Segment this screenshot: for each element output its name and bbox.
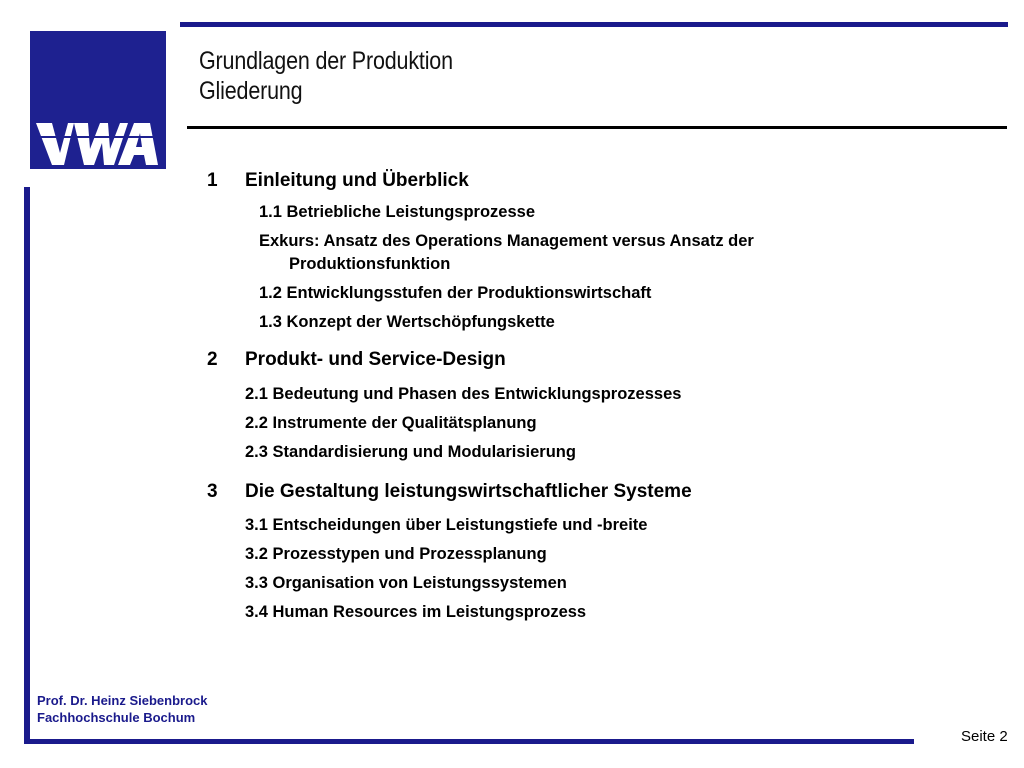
- section-number: 2: [207, 349, 218, 370]
- outline-item: Produktionsfunktion: [289, 255, 451, 273]
- section-title: Produkt- und Service-Design: [245, 349, 506, 370]
- vwa-logo-icon: [30, 31, 166, 169]
- outline-item: Exkurs: Ansatz des Operations Management versus Ansatz der: [259, 232, 754, 250]
- section-number: 3: [207, 481, 218, 502]
- section-number: 1: [207, 170, 218, 191]
- outline-item: 1.2 Entwicklungsstufen der Produktionswirtschaft: [259, 284, 652, 302]
- left-rule: [24, 187, 30, 744]
- section-title: Die Gestaltung leistungswirtschaftlicher Systeme: [245, 481, 692, 502]
- top-rule: [180, 22, 1008, 27]
- title-line-1: Grundlagen der Produktion: [199, 47, 453, 75]
- title-underline: [187, 126, 1007, 129]
- section-1-heading: [207, 170, 469, 192]
- title-line-2: Gliederung: [199, 77, 303, 105]
- section-2-heading: [207, 349, 506, 371]
- outline-item: 3.2 Prozesstypen und Prozessplanung: [245, 545, 547, 563]
- outline-item: 2.1 Bedeutung und Phasen des Entwicklungsprozesses: [245, 385, 682, 403]
- outline-item: 2.2 Instrumente der Qualitätsplanung: [245, 414, 537, 432]
- section-title: Einleitung und Überblick: [245, 170, 469, 191]
- page-title: [199, 46, 453, 106]
- outline-item: 1.3 Konzept der Wertschöpfungskette: [259, 313, 555, 331]
- outline-item: 1.1 Betriebliche Leistungsprozesse: [259, 203, 536, 221]
- outline-item: 2.3 Standardisierung und Modularisierung: [245, 443, 576, 461]
- author-name: Prof. Dr. Heinz Siebenbrock: [37, 693, 208, 708]
- footer-author-block: [37, 692, 208, 726]
- institution-name: Fachhochschule Bochum: [37, 710, 196, 725]
- outline-item: 3.3 Organisation von Leistungssystemen: [245, 574, 567, 592]
- page-number: Seite 2: [961, 728, 1008, 745]
- bottom-rule: [24, 739, 914, 744]
- outline-item: 3.1 Entscheidungen über Leistungstiefe und -breite: [245, 516, 648, 534]
- section-3-heading: [207, 481, 692, 503]
- outline-item: 3.4 Human Resources im Leistungsprozess: [245, 603, 587, 621]
- vwa-logo: [30, 31, 166, 169]
